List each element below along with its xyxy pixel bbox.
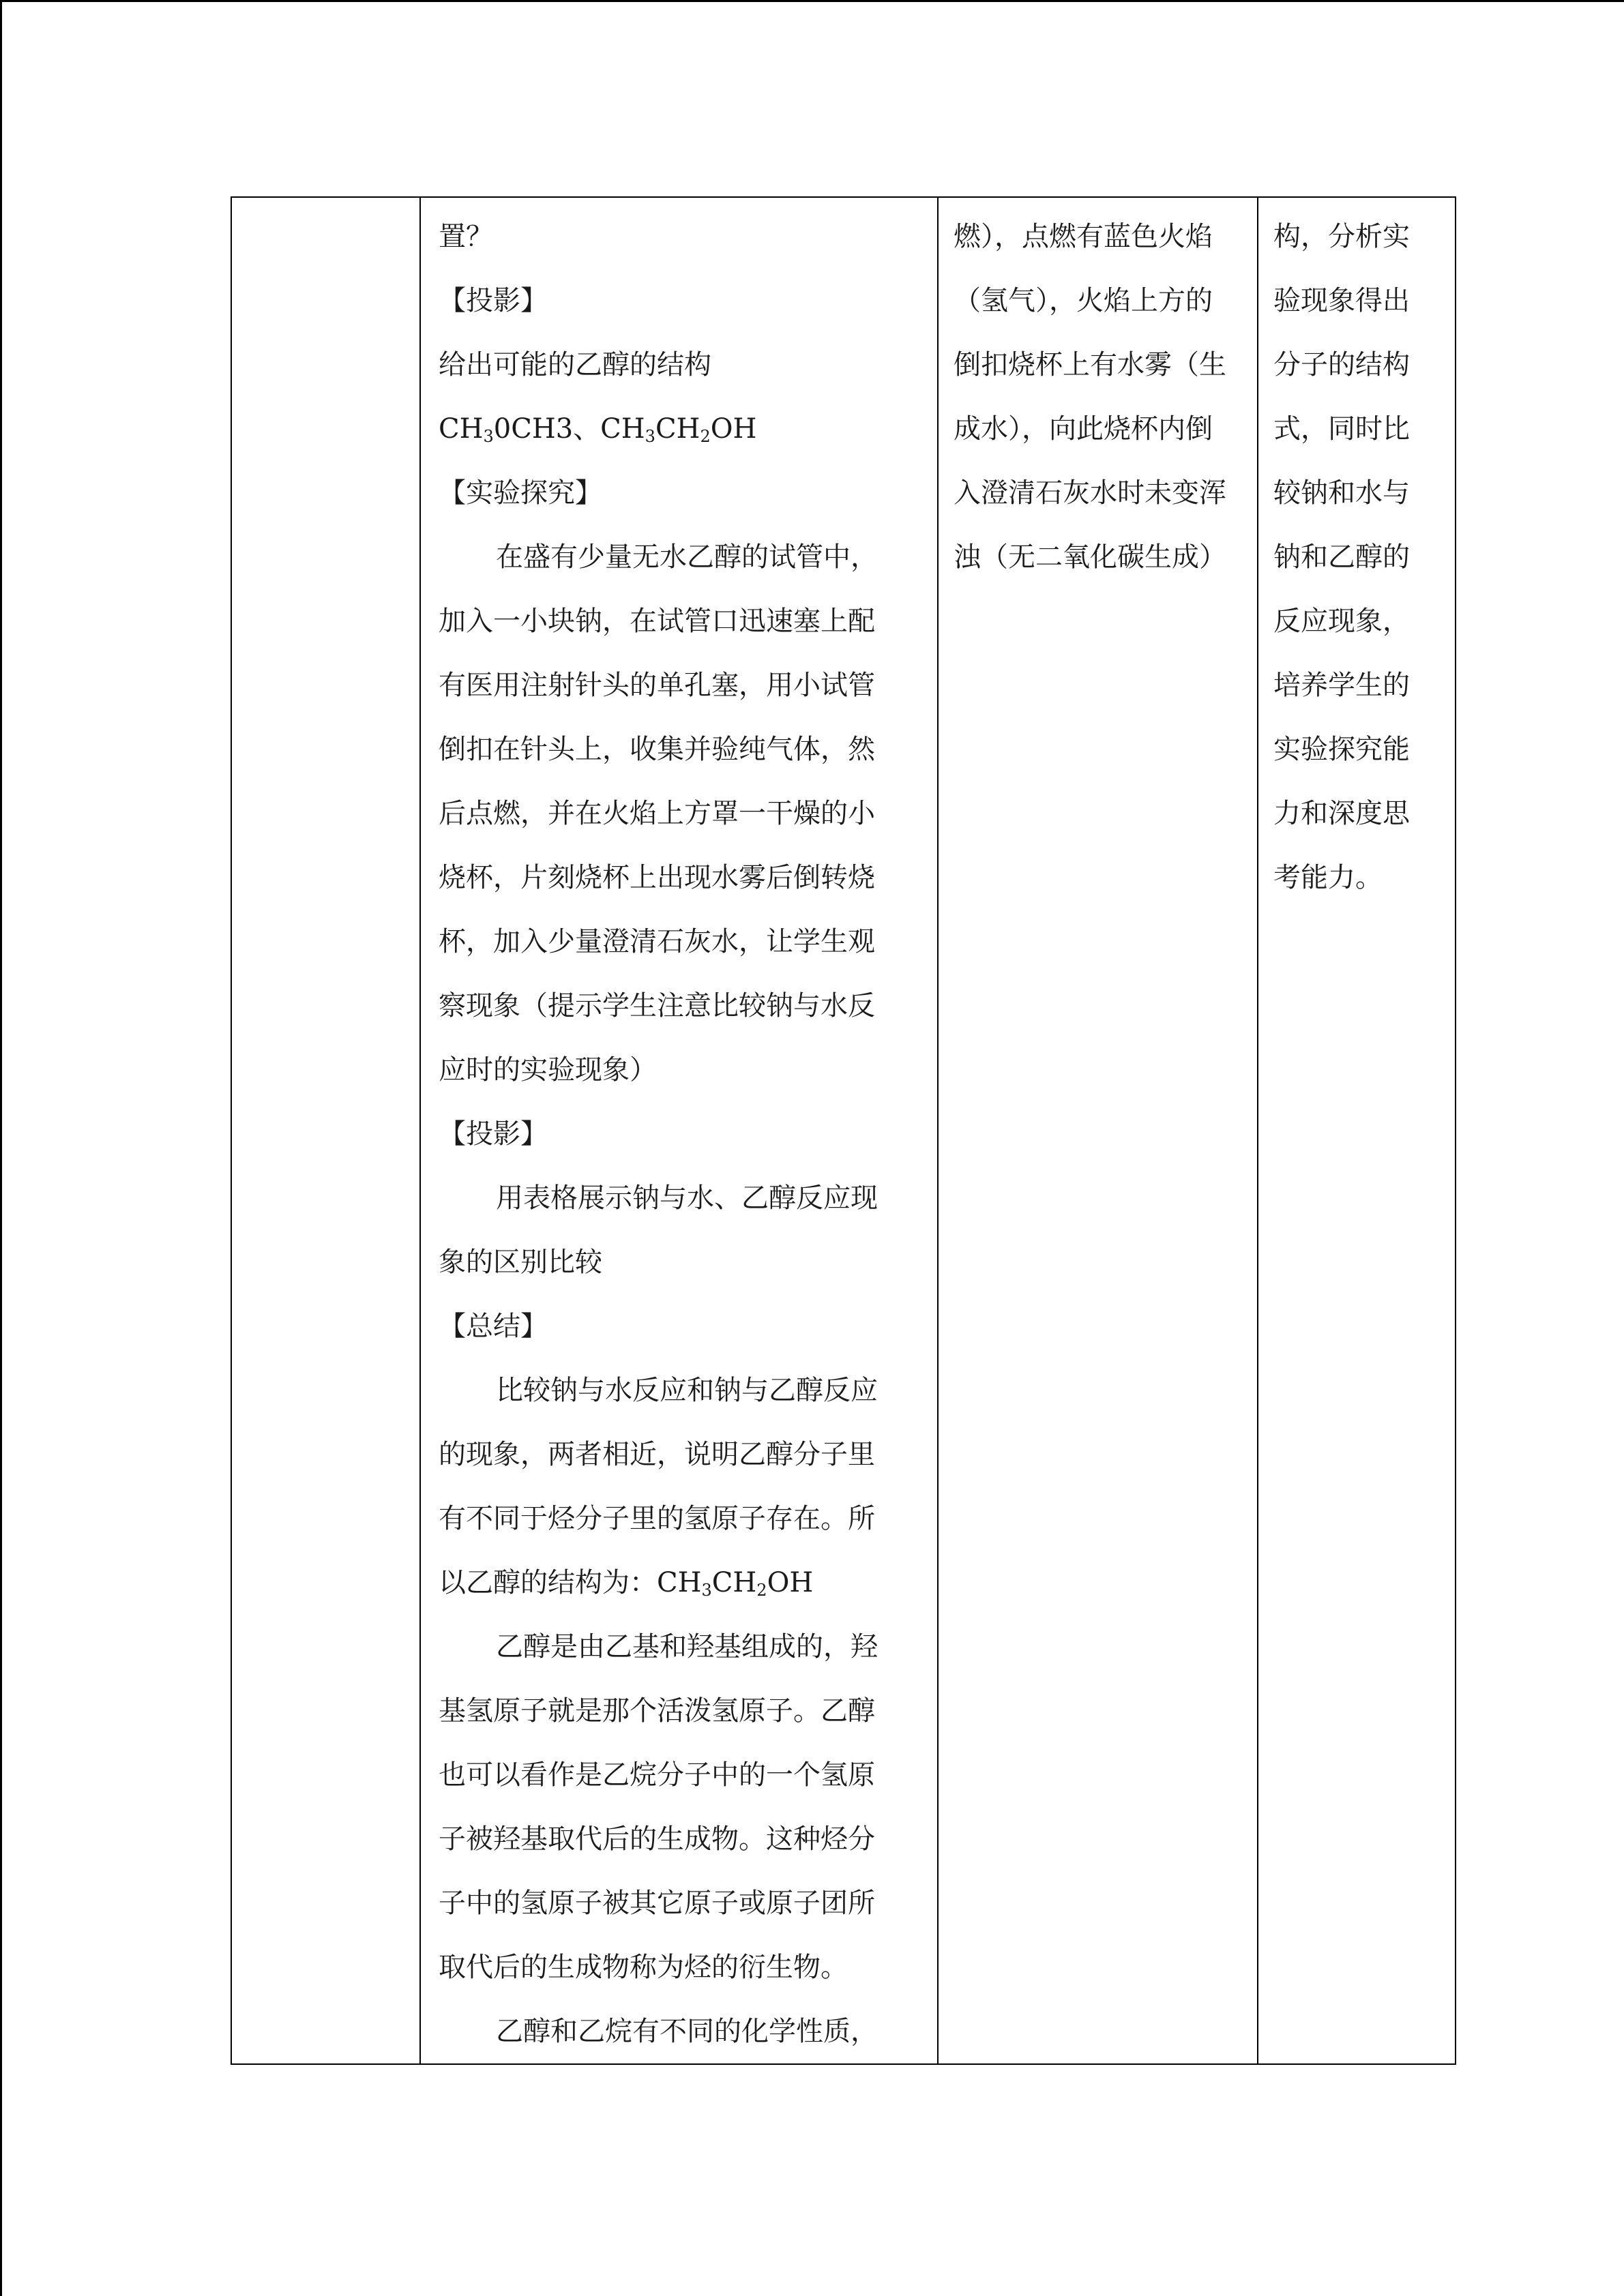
text-line: 燃），点燃有蓝色火焰	[954, 221, 1213, 252]
text-line: 后点燃，并在火焰上方罩一干燥的小	[439, 798, 875, 829]
text-line: 比较钠与水反应和钠与乙醇反应	[496, 1375, 878, 1406]
text-line: 倒扣在针头上，收集并验纯气体，然	[439, 734, 875, 765]
text-line: 杯，加入少量澄清石灰水，让学生观	[439, 926, 875, 957]
section-heading-projection: 【投影】	[439, 1118, 548, 1150]
stage-column-cell	[231, 197, 420, 2064]
text-line: 验现象得出	[1273, 285, 1410, 316]
table-row	[231, 197, 1456, 2064]
text-line: 较钠和水与	[1273, 477, 1410, 509]
text-line: 反应现象，	[1273, 606, 1410, 637]
text-line: 应时的实验现象）	[439, 1054, 657, 1086]
student-activity-cell	[938, 197, 1258, 2064]
text-line: 有医用注射针头的单孔塞，用小试管	[439, 670, 875, 701]
text-line: 培养学生的	[1273, 670, 1410, 701]
section-heading-summary: 【总结】	[439, 1311, 548, 1342]
text-line: 钠和乙醇的	[1273, 541, 1410, 573]
teacher-activity-cell	[420, 197, 938, 2064]
text-line: 成水），向此烧杯内倒	[954, 413, 1213, 445]
text-line: 入澄清石灰水时未变浑	[954, 477, 1226, 509]
text-line: 的现象，两者相近，说明乙醇分子里	[439, 1439, 875, 1470]
text-line: （氢气），火焰上方的	[954, 285, 1213, 316]
lesson-plan-table	[231, 196, 1456, 2065]
formula-line: 以乙醇的结构为：$CH_3CH_2OH$	[439, 1567, 814, 1600]
text-line: 用表格展示钠与水、乙醇反应现	[496, 1182, 878, 1214]
text-line: 象的区别比较	[439, 1247, 602, 1278]
text-line: 构，分析实	[1273, 221, 1410, 252]
text-line: 乙醇和乙烷有不同的化学性质，	[496, 2016, 878, 2047]
text-line: 浊（无二氧化碳生成）	[954, 541, 1226, 573]
text-line: 分子的结构	[1273, 349, 1410, 381]
text-line: 取代后的生成物称为烃的衍生物。	[439, 1952, 848, 1983]
text-line: 式，同时比	[1273, 413, 1410, 445]
text-line: 在盛有少量无水乙醇的试管中，	[496, 541, 878, 573]
text-line: 实验探究能	[1273, 734, 1410, 765]
section-heading-experiment: 【实验探究】	[439, 477, 602, 509]
text-line: 烧杯，片刻烧杯上出现水雾后倒转烧	[439, 862, 875, 893]
text-line: 加入一小块钠，在试管口迅速塞上配	[439, 606, 875, 637]
text-line: 考能力。	[1273, 862, 1383, 893]
text-line: 力和深度思	[1273, 798, 1410, 829]
text-line: 子中的氢原子被其它原子或原子团所	[439, 1888, 875, 1919]
text-line: 也可以看作是乙烷分子中的一个氢原	[439, 1759, 875, 1791]
text-line: 有不同于烃分子里的氢原子存在。所	[439, 1503, 875, 1534]
text-line: 察现象（提示学生注意比较钠与水反	[439, 990, 875, 1022]
section-heading-projection: 【投影】	[439, 285, 548, 316]
text-line: 给出可能的乙醇的结构	[439, 349, 711, 381]
formula-line: $CH_30CH3$、$CH_3CH_2OH$	[439, 413, 757, 446]
text-line: 置？	[439, 221, 493, 252]
text-line: 基氢原子就是那个活泼氢原子。乙醇	[439, 1695, 875, 1727]
text-line: 倒扣烧杯上有水雾（生	[954, 349, 1226, 381]
text-line: 子被羟基取代后的生成物。这种烃分	[439, 1823, 875, 1855]
design-intent-cell	[1258, 197, 1456, 2064]
text-line: 乙醇是由乙基和羟基组成的，羟	[496, 1631, 878, 1663]
